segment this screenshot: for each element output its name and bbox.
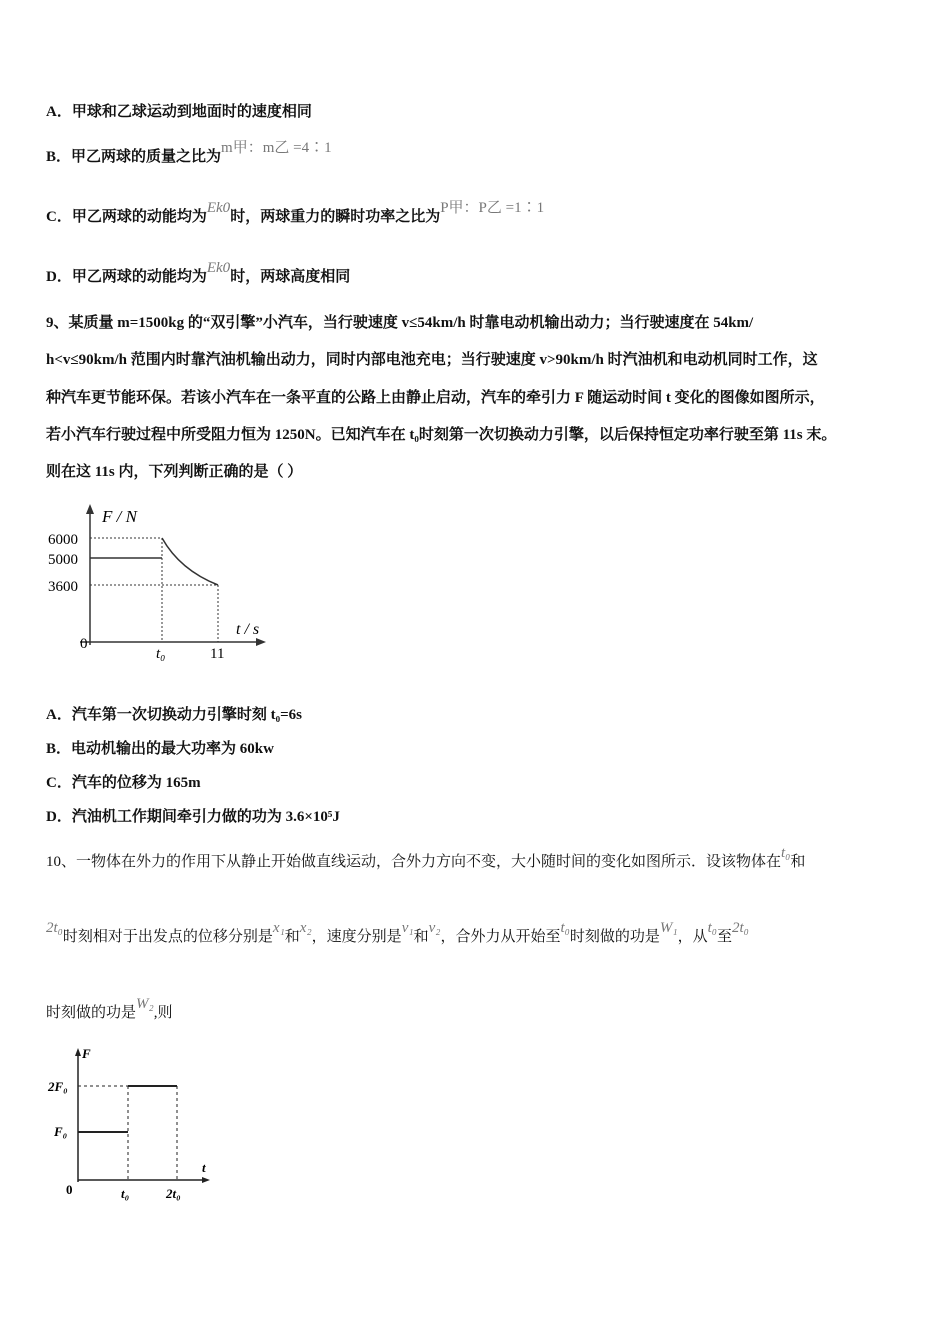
origin-label: 0 (80, 636, 88, 652)
q9-option-b: B．电动机输出的最大功率为 60kw (46, 741, 274, 757)
q8-option-b: B．甲乙两球的质量之比为m甲：m乙 =4∶1 (46, 140, 332, 165)
x-tick: t₀ (156, 646, 166, 662)
q8-option-a: A．甲球和乙球运动到地面时的速度相同 (46, 104, 312, 120)
x-axis-label: t (202, 1160, 206, 1175)
q9-stem-line: 则在这 11s 内，下列判断正确的是（ ） (46, 464, 303, 480)
y-tick: 6000 (48, 532, 78, 548)
y-axis-label: F (82, 1046, 91, 1061)
y-tick: 5000 (48, 552, 78, 568)
q10-stem-line2: 2t₀时刻相对于出发点的位移分别是x₁和x₂，速度分别是v₁和v₂，合外力从开始至t₀时刻做的功是W₁，从t₀至2t₀ (46, 920, 749, 945)
x-axis-arrow-icon (256, 638, 266, 646)
y-axis-arrow-icon (86, 504, 94, 514)
q9-stem-line: h<v≤90km/h 范围内时靠汽油机输出动力，同时内部电池充电；当行驶速度 v>90km/h 时汽油机和电动机同时工作，这 (46, 352, 818, 368)
origin-label: 0 (66, 1182, 73, 1197)
y-tick: 2F₀ (48, 1079, 68, 1094)
q8-option-d: D．甲乙两球的动能均为Ek0时，两球高度相同 (46, 260, 351, 285)
q10-force-time-graph (40, 1042, 220, 1207)
x-tick: 11 (210, 646, 225, 662)
force-curve (162, 538, 218, 585)
q9-option-a: A．汽车第一次切换动力引擎时刻 t₀=6s (46, 707, 302, 723)
q9-stem-line: 种汽车更节能环保。若该小汽车在一条平直的公路上由静止启动，汽车的牵引力 F 随运动时间 t 变化的图像如图所示， (46, 390, 825, 406)
y-axis-arrow-icon (75, 1048, 81, 1056)
x-axis-arrow-icon (202, 1177, 210, 1183)
q10-stem-line3: 时刻做的功是W₂,则 (46, 996, 173, 1021)
x-tick: 2t₀ (166, 1186, 181, 1201)
x-axis-label: t / s (236, 621, 260, 638)
q9-option-d: D．汽油机工作期间牵引力做的功为 3.6×10⁵J (46, 809, 340, 825)
y-tick: F₀ (54, 1124, 68, 1139)
y-tick: 3600 (48, 579, 78, 595)
q10-stem-line1: 10、一物体在外力的作用下从静止开始做直线运动，合外力方向不变，大小随时间的变化如图所示．设该物体在t₀和 (46, 845, 806, 870)
q8-option-c: C．甲乙两球的动能均为Ek0时，两球重力的瞬时功率之比为P甲：P乙 =1∶1 (46, 200, 545, 225)
q9-force-time-graph (40, 500, 280, 665)
y-axis-label: F / N (102, 507, 137, 526)
q9-stem-line: 若小汽车行驶过程中所受阻力恒为 1250N。已知汽车在 t₀时刻第一次切换动力引擎，以后保持恒定功率行驶至第 11s 末。 (46, 427, 837, 443)
q9-stem-line: 9、某质量 m=1500kg 的“双引擎”小汽车，当行驶速度 v≤54km/h 时靠电动机输出动力；当行驶速度在 54km/ (46, 315, 754, 331)
q9-option-c: C．汽车的位移为 165m (46, 775, 201, 791)
x-tick: t₀ (121, 1186, 130, 1201)
